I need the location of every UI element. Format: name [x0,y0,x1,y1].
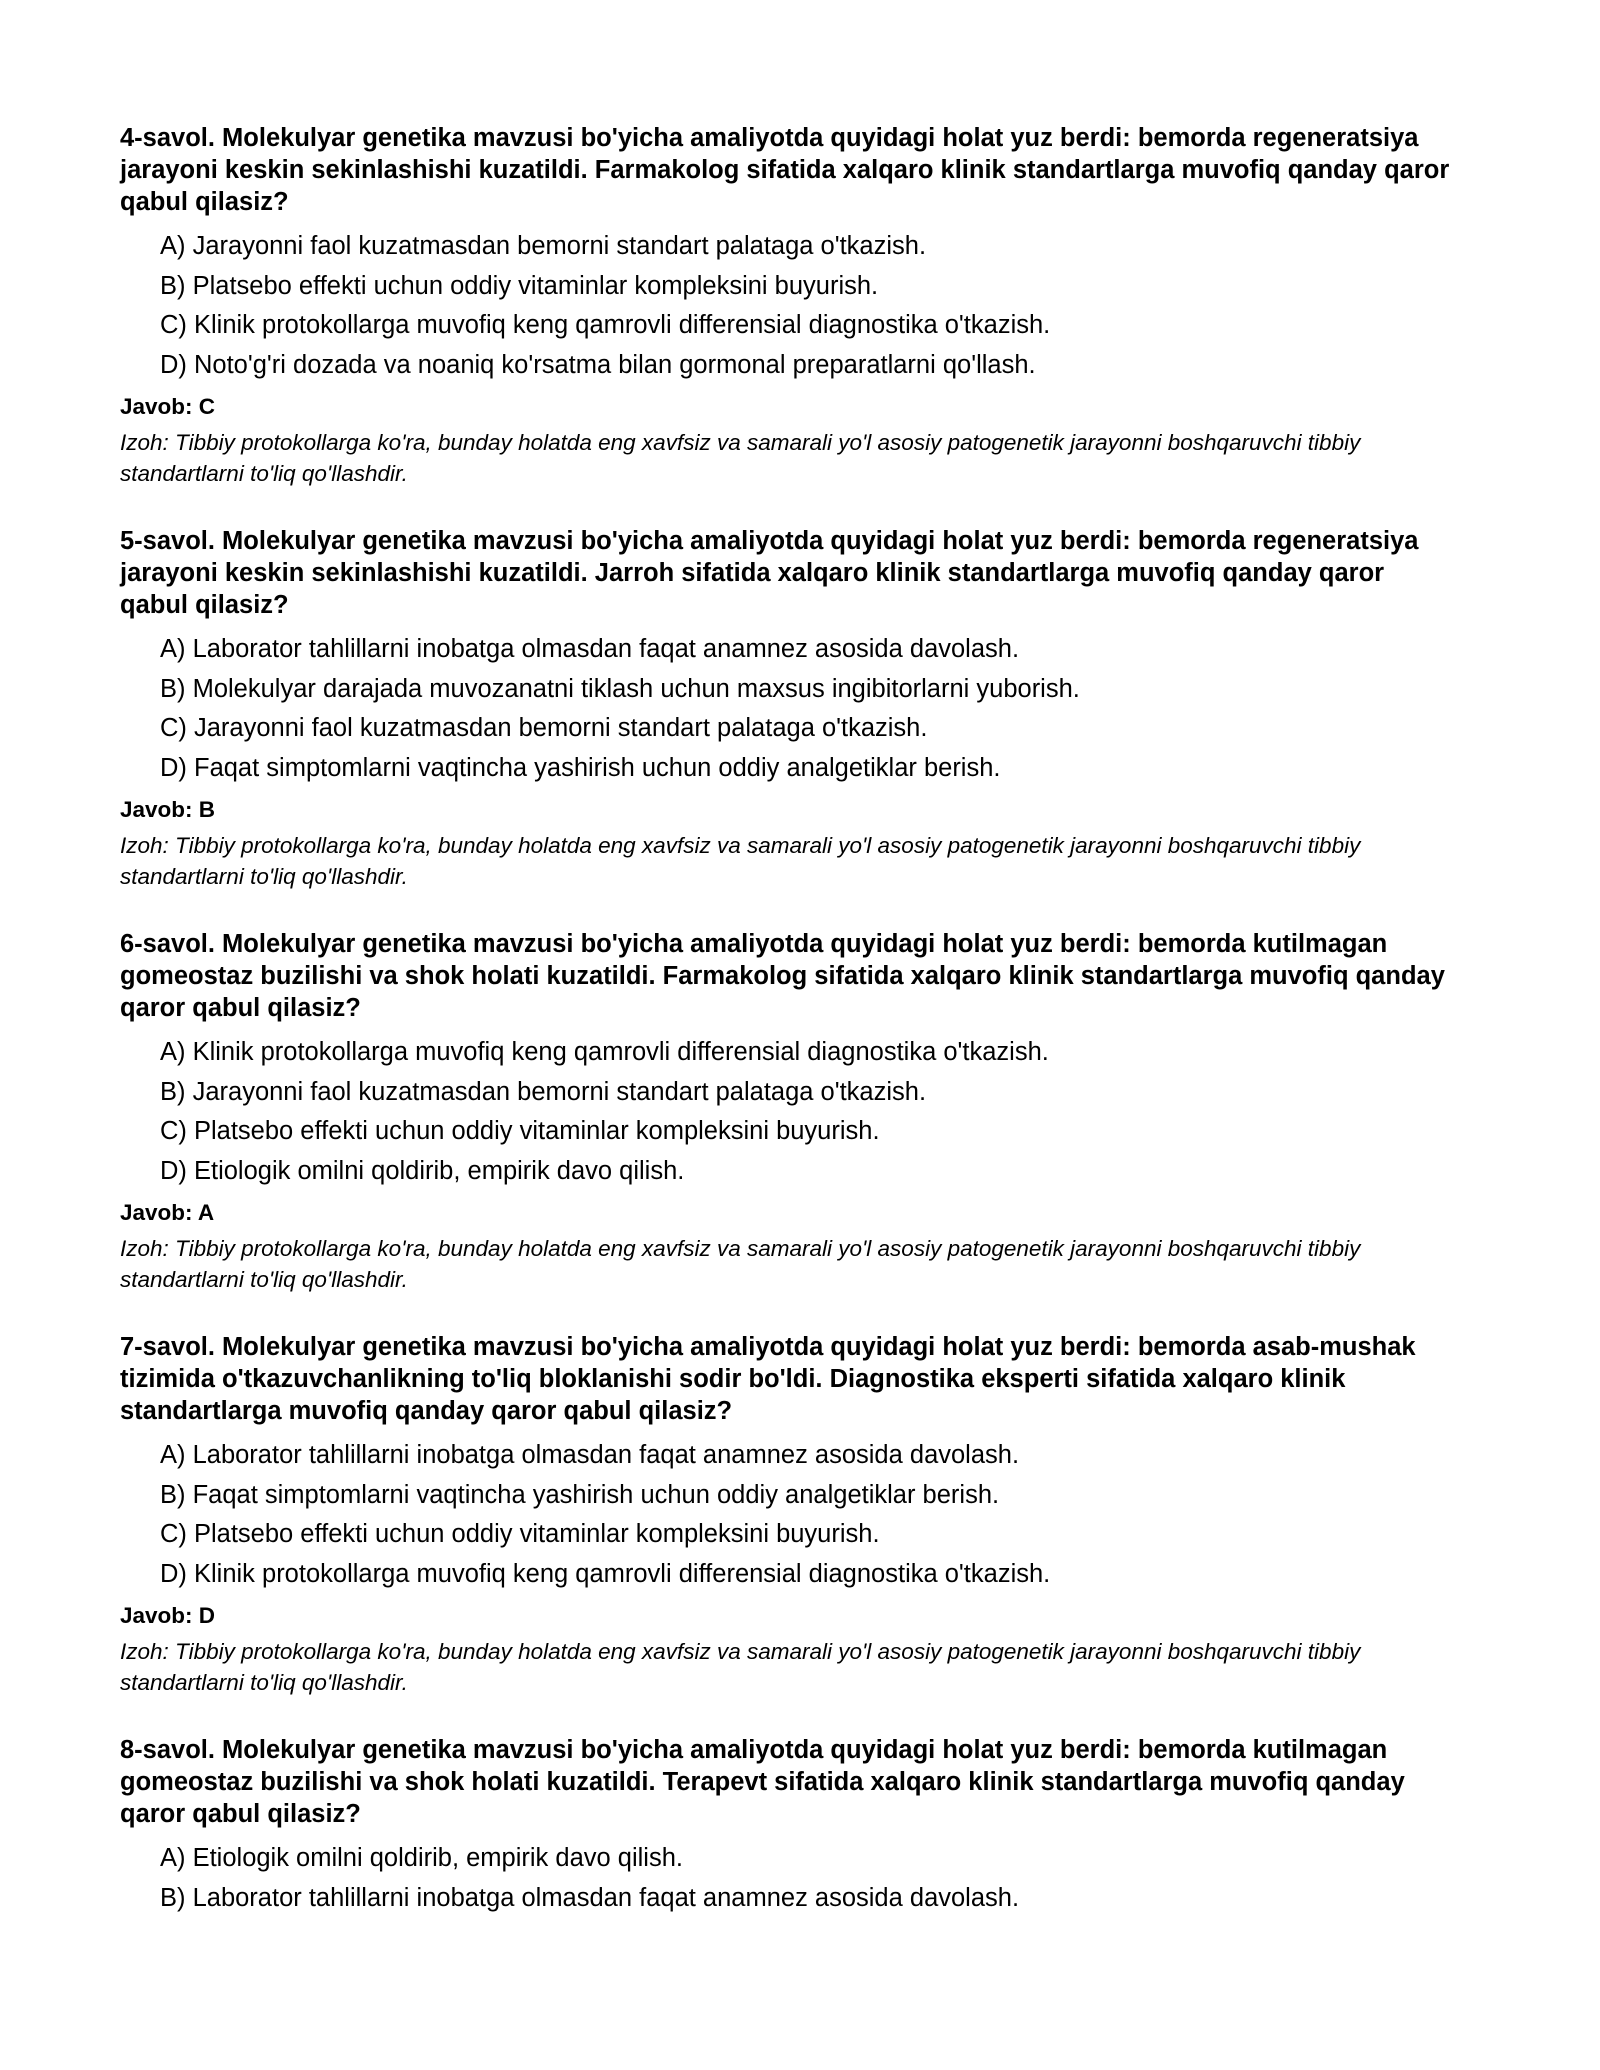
option-b: B) Faqat simptomlarni vaqtincha yashirish uchun oddiy analgetiklar berish. [160,1480,1000,1509]
option-c: C) Klinik protokollarga muvofiq keng qamrovli differensial diagnostika o'tkazish. [160,311,1051,339]
option-d: D) Klinik protokollarga muvofiq keng qamrovli differensial diagnostika o'tkazish. [160,1559,1051,1588]
question-8 [120,1734,1450,1918]
question-5 [120,525,1450,892]
answer-label: Javob: A [120,1200,215,1225]
option-b: B) Jarayonni faol kuzatmasdan bemorni standart palataga o'tkazish. [160,1077,927,1106]
option-d: D) Faqat simptomlarni vaqtincha yashirish uchun oddiy analgetiklar berish. [160,753,1001,782]
option-d: D) Etiologik omilni qoldirib, empirik davo qilish. [160,1156,685,1185]
question-title: 4-savol. Molekulyar genetika mavzusi bo'yicha amaliyotda quyidagi holat yuz berdi: bemorda regeneratsiya jarayoni keskin sekinlashishi kuzatildi. Farmakolog sifatida xalqaro klinik standartlarga muvofiq qanday qaror qabul qilasiz? [120,124,1450,216]
question-title: 5-savol. Molekulyar genetika mavzusi bo'yicha amaliyotda quyidagi holat yuz berdi: bemorda regeneratsiya jarayoni keskin sekinlashishi kuzatildi. Jarroh sifatida xalqaro klinik standartlarga muvofiq qanday qaror qabul qilasiz? [120,527,1419,619]
explanation-note: Izoh: Tibbiy protokollarga ko'ra, bunday holatda eng xavfsiz va samarali yo'l asosiy patogenetik jarayonni boshqaruvchi tibbiy standartlarni to'liq qo'llashdir. [120,833,1361,889]
document-page [120,122,1450,1954]
option-list [120,227,1450,385]
question-title: 6-savol. Molekulyar genetika mavzusi bo'yicha amaliyotda quyidagi holat yuz berdi: bemorda kutilmagan gomeostaz buzilishi va shok holati kuzatildi. Farmakolog sifatida xalqaro klinik standartlarga muvofiq qanday qaror qabul qilasiz? [120,930,1445,1022]
answer-label: Javob: B [120,797,216,822]
option-a: A) Etiologik omilni qoldirib, empirik davo qilish. [160,1844,683,1872]
question-6 [120,928,1450,1295]
answer-label: Javob: C [120,394,216,419]
question-title: 7-savol. Molekulyar genetika mavzusi bo'yicha amaliyotda quyidagi holat yuz berdi: bemorda asab-mushak tizimida o'tkazuvchanlikning to'liq bloklanishi sodir bo'ldi. Diagnostika eksperti sifatida xalqaro klinik standartlarga muvofiq qanday qaror qabul qilasiz? [120,1333,1416,1425]
option-list [120,1839,1450,1918]
option-a: A) Laborator tahlillarni inobatga olmasdan faqat anamnez asosida davolash. [160,635,1020,663]
option-a: A) Klinik protokollarga muvofiq keng qamrovli differensial diagnostika o'tkazish. [160,1038,1049,1066]
explanation-note: Izoh: Tibbiy protokollarga ko'ra, bunday holatda eng xavfsiz va samarali yo'l asosiy patogenetik jarayonni boshqaruvchi tibbiy standartlarni to'liq qo'llashdir. [120,430,1361,486]
question-4 [120,122,1450,489]
explanation-note: Izoh: Tibbiy protokollarga ko'ra, bunday holatda eng xavfsiz va samarali yo'l asosiy patogenetik jarayonni boshqaruvchi tibbiy standartlarni to'liq qo'llashdir. [120,1639,1361,1695]
option-c: C) Jarayonni faol kuzatmasdan bemorni standart palataga o'tkazish. [160,714,928,742]
option-list [120,630,1450,788]
option-c: C) Platsebo effekti uchun oddiy vitaminlar kompleksini buyurish. [160,1117,880,1145]
option-list [120,1033,1450,1191]
question-7 [120,1331,1450,1698]
option-d: D) Noto'g'ri dozada va noaniq ko'rsatma bilan gormonal preparatlarni qo'llash. [160,350,1036,379]
option-a: A) Jarayonni faol kuzatmasdan bemorni standart palataga o'tkazish. [160,232,927,260]
question-title: 8-savol. Molekulyar genetika mavzusi bo'yicha amaliyotda quyidagi holat yuz berdi: bemorda kutilmagan gomeostaz buzilishi va shok holati kuzatildi. Terapevt sifatida xalqaro klinik standartlarga muvofiq qanday qaror qabul qilasiz? [120,1736,1405,1828]
option-list [120,1436,1450,1594]
option-b: B) Laborator tahlillarni inobatga olmasdan faqat anamnez asosida davolash. [160,1883,1020,1912]
explanation-note: Izoh: Tibbiy protokollarga ko'ra, bunday holatda eng xavfsiz va samarali yo'l asosiy patogenetik jarayonni boshqaruvchi tibbiy standartlarni to'liq qo'llashdir. [120,1236,1361,1292]
option-a: A) Laborator tahlillarni inobatga olmasdan faqat anamnez asosida davolash. [160,1441,1020,1469]
option-c: C) Platsebo effekti uchun oddiy vitaminlar kompleksini buyurish. [160,1520,880,1548]
option-b: B) Molekulyar darajada muvozanatni tiklash uchun maxsus ingibitorlarni yuborish. [160,674,1080,703]
answer-label: Javob: D [120,1603,216,1628]
option-b: B) Platsebo effekti uchun oddiy vitaminlar kompleksini buyurish. [160,271,879,300]
